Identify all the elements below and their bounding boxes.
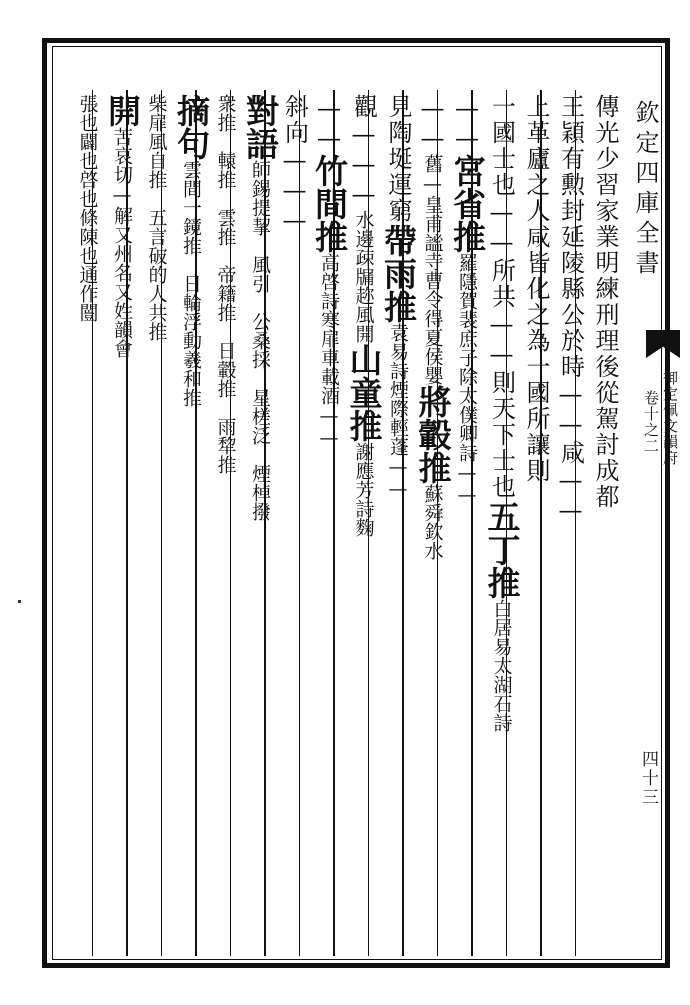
body-text: 上革廬之人咸皆化之為一國所讓則 <box>522 94 550 484</box>
body-text: 觀——— <box>349 94 378 210</box>
annotation-text: 師錫 <box>249 160 271 198</box>
headword: 帶雨推 <box>379 224 418 323</box>
text-column <box>282 94 308 236</box>
text-column <box>482 94 522 732</box>
text-column <box>213 94 239 474</box>
annotation-text: 謝應芳詩麴 <box>352 442 375 537</box>
annotation-text: 柴扉風自推 五言破的人共推 <box>145 94 168 341</box>
annotation-text: 白居易太湖石詩 <box>490 599 513 732</box>
headword: 將轂推 <box>413 385 453 484</box>
annotation-text: 提挈 風引 公桑採 星槎泛 煙棹撥 <box>249 198 271 521</box>
headword: 五丁推 <box>482 500 522 599</box>
body-text: 見陶埏運窮 <box>384 94 412 224</box>
body-text: 傳光少習家業明練刑理後從駕討成都 <box>591 94 619 510</box>
text-column <box>144 94 170 341</box>
headword: 竹間推 <box>310 154 349 253</box>
headword: 開 <box>103 94 142 127</box>
annotation-text: 衆推 轅推 雲推 帝籍推 日轂推 雨犂推 <box>214 94 237 474</box>
text-column <box>448 94 487 506</box>
annotation-text: 舊—皇甫謐寺曹令得夏侯嬰 <box>421 154 444 385</box>
body-text: —— <box>315 94 343 154</box>
body-text: 王穎有勲封延陵縣公於時——咸—— <box>556 94 585 526</box>
text-column <box>172 94 211 407</box>
annotation-text: 高啓詩寒扉 <box>318 253 340 348</box>
annotation-text: 苦哀切—解又州名又姓韻會 <box>111 127 133 358</box>
body-text: —— <box>418 94 447 154</box>
speck <box>18 600 21 603</box>
volume-label: 卷十之二 <box>642 390 660 454</box>
headword: 山童推 <box>344 343 384 442</box>
annotation-text: 羅隱賀裴庶子除太僕卿詩—— <box>456 253 478 506</box>
body-text: 斜向——— <box>280 94 309 236</box>
text-column <box>523 94 549 484</box>
body-text: 一國士也——所共——則天下士也 <box>487 94 516 500</box>
book-title: 御定佩文韻府 <box>661 370 679 466</box>
text-column <box>75 94 101 322</box>
text-column <box>103 94 142 358</box>
text-column <box>413 94 453 560</box>
body-text: —— <box>453 94 481 154</box>
text-column <box>241 94 280 521</box>
annotation-text: 袁易詩煙際輕蓬—— <box>387 323 409 500</box>
text-column <box>592 94 618 510</box>
page-number: 四十三 <box>638 750 658 807</box>
annotation-text: 車載酒—— <box>318 348 340 449</box>
annotation-text: 蘇舜欽水 <box>421 484 444 560</box>
text-column <box>310 94 349 449</box>
text-column <box>558 94 584 526</box>
headword: 摘句 <box>172 94 211 160</box>
annotation-text: 水邊疎牖趂風開 <box>352 210 375 343</box>
headword: 對語 <box>241 94 280 160</box>
annotation-text: 張也闢也啓也條陳也通作闓 <box>76 94 99 322</box>
headword: 宮省推 <box>448 154 487 253</box>
text-column <box>344 94 384 537</box>
header-title: 欽定四庫全書 <box>631 100 659 280</box>
annotation-text: 雲間一鏡推 日輪浮動羲和推 <box>180 160 202 407</box>
text-column <box>379 94 418 500</box>
